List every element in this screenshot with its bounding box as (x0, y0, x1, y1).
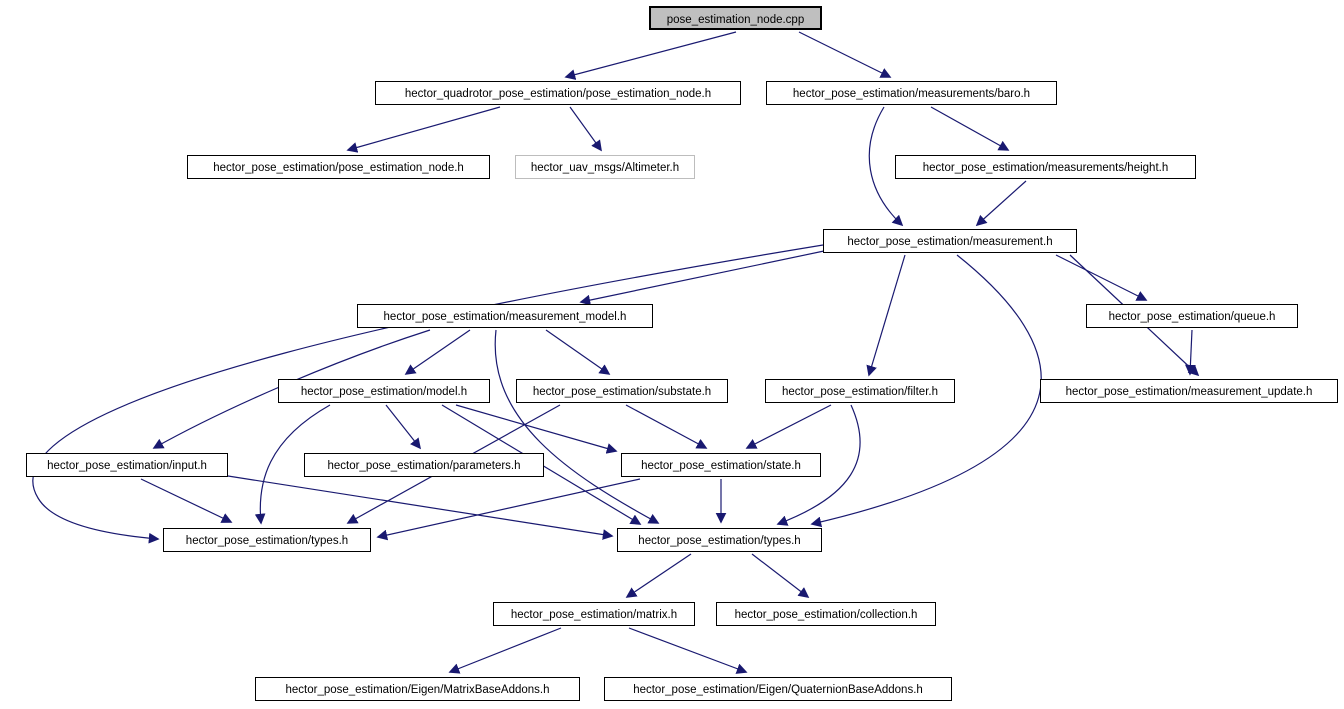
graph-node-queue[interactable]: hector_pose_estimation/queue.h (1086, 304, 1298, 328)
graph-node-measurement[interactable]: hector_pose_estimation/measurement.h (823, 229, 1077, 253)
graph-node-input[interactable]: hector_pose_estimation/input.h (26, 453, 228, 477)
graph-node-baro[interactable]: hector_pose_estimation/measurements/baro.h (766, 81, 1057, 105)
graph-node-types_right[interactable]: hector_pose_estimation/types.h (617, 528, 822, 552)
include-edge-filter-to-state (747, 405, 831, 448)
include-edge-types_right-to-matrix (627, 554, 691, 597)
include-edge-height-to-measurement (977, 181, 1026, 225)
include-edge-queue-to-measurement_update (1190, 330, 1192, 374)
graph-node-parameters[interactable]: hector_pose_estimation/parameters.h (304, 453, 544, 477)
include-edge-measurement_model-to-types_right (495, 330, 658, 523)
include-edge-substate-to-state (626, 405, 706, 448)
include-edge-measurement-to-measurement_model (581, 251, 824, 302)
graph-node-eigen_matrix[interactable]: hector_pose_estimation/Eigen/MatrixBaseAddons.h (255, 677, 580, 701)
graph-node-measurement_update[interactable]: hector_pose_estimation/measurement_update.h (1040, 379, 1338, 403)
graph-node-filter[interactable]: hector_pose_estimation/filter.h (765, 379, 955, 403)
graph-node-matrix[interactable]: hector_pose_estimation/matrix.h (493, 602, 695, 626)
include-edge-measurement-to-queue (1056, 255, 1146, 300)
graph-node-measurement_model[interactable]: hector_pose_estimation/measurement_model.h (357, 304, 653, 328)
include-edge-measurement-to-filter (869, 255, 905, 375)
graph-node-collection[interactable]: hector_pose_estimation/collection.h (716, 602, 936, 626)
include-edge-measurement_model-to-substate (546, 330, 609, 374)
include-edge-measurement_model-to-model (406, 330, 470, 374)
include-edge-model-to-parameters (386, 405, 420, 448)
graph-node-altimeter: hector_uav_msgs/Altimeter.h (515, 155, 695, 179)
include-edge-matrix-to-eigen_quaternion (629, 628, 746, 672)
graph-node-hq_node[interactable]: hector_quadrotor_pose_estimation/pose_estimation_node.h (375, 81, 741, 105)
include-edge-matrix-to-eigen_matrix (450, 628, 561, 672)
include-edge-hq_node-to-altimeter (570, 107, 601, 150)
include-edge-baro-to-height (931, 107, 1008, 150)
graph-node-model[interactable]: hector_pose_estimation/model.h (278, 379, 490, 403)
graph-node-height[interactable]: hector_pose_estimation/measurements/height.h (895, 155, 1196, 179)
graph-node-hpe_node[interactable]: hector_pose_estimation/pose_estimation_node.h (187, 155, 490, 179)
graph-node-types_left[interactable]: hector_pose_estimation/types.h (163, 528, 371, 552)
graph-node-substate[interactable]: hector_pose_estimation/substate.h (516, 379, 728, 403)
include-edge-input-to-types_right (228, 476, 612, 536)
include-edge-hq_node-to-hpe_node (348, 107, 500, 150)
include-edge-input-to-types_left (141, 479, 231, 522)
include-edge-cpp-to-baro (799, 32, 890, 77)
graph-node-state[interactable]: hector_pose_estimation/state.h (621, 453, 821, 477)
graph-node-cpp: pose_estimation_node.cpp (649, 6, 822, 30)
include-edge-state-to-types_left (378, 479, 640, 537)
include-edge-types_right-to-collection (752, 554, 808, 597)
include-edge-cpp-to-hq_node (566, 32, 736, 77)
graph-node-eigen_quaternion[interactable]: hector_pose_estimation/Eigen/QuaternionBaseAddons.h (604, 677, 952, 701)
